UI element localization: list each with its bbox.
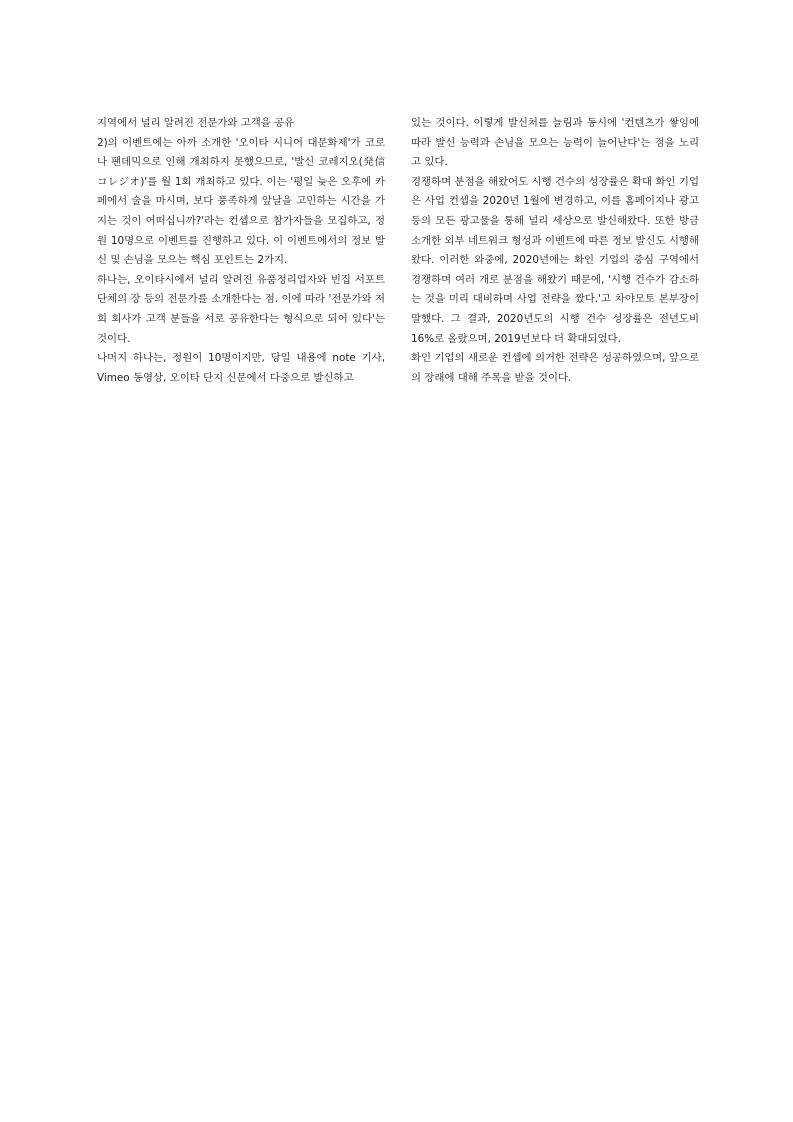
right-column	[411, 114, 699, 388]
left-column	[97, 114, 385, 388]
paragraph: 있는 것이다. 이렇게 발신처를 늘림과 동시에 '컨텐츠가 쌓임에 따라 발신 능력과 손님을 모으는 능력이 늘어난다'는 점을 노리고 있다.	[411, 117, 699, 169]
paragraph: 하나는, 오이타시에서 널리 알려진 유품정리업자와 빈집 서포트 단체의 장 등의 전문가를 소개한다는 점. 이에 따라 '전문가와 저희 회사가 고객 분들을 서로 공유한다는 형식으로 되어 있다'는 것이다.	[97, 273, 385, 345]
section-heading: 지역에서 널리 알려진 전문가와 고객을 공유	[97, 117, 295, 129]
paragraph: 화인 기업의 새로운 컨셉에 의거한 전략은 성공하였으며, 앞으로의 장래에 대해 주목을 받을 것이다.	[411, 352, 699, 384]
paragraph: 2)의 이벤트에는 아까 소개한 '오이타 시니어 대문화제'가 코로나 팬데믹으로 인해 개최하지 못했으므로, '발신 코레지오(発信コレジオ)'를 월 1회 개최하고 있다. 이는 '평일 늦은 오후에 카페에서 술을 마시며, 보다 풍족하게 앞날을 고민하는 시간을 가지는 것이 어떠십니까?'라는 컨셉으로 참가자들을 모집하고, 정원 10명으로 이벤트를 진행하고 있다. 이 이벤트에서의 정보 발신 및 손님을 모으는 핵심 포인트는 2가지.	[97, 136, 385, 267]
paragraph: 경쟁하며 분점을 해왔어도 시행 건수의 성장률은 확대 화인 기업은 사업 컨셉을 2020년 1월에 변경하고, 이를 홈페이지나 광고 등의 모든 광고물을 통해 널리 세상으로 발신해왔다. 또한 방금 소개한 외부 네트워크 형성과 이벤트에 따른 정보 발신도 시행해왔다. 이러한 와중에, 2020년에는 화인 기업의 중심 구역에서 경쟁하며 여러 개로 분점을 해왔기 때문에, '시행 건수가 감소하는 것을 미리 대비하며 사업 전략을 짰다.'고 차야모토 본부장이 말했다. 그 결과, 2020년도의 시행 건수 성장률은 전년도비 16%로 올랐으며, 2019년보다 더 확대되었다.	[411, 175, 699, 345]
paragraph: 나머지 하나는, 정원이 10명이지만, 당일 내용에 note 기사, Vimeo 동영상, 오이타 단지 신문에서 다중으로 발신하고	[97, 352, 385, 384]
